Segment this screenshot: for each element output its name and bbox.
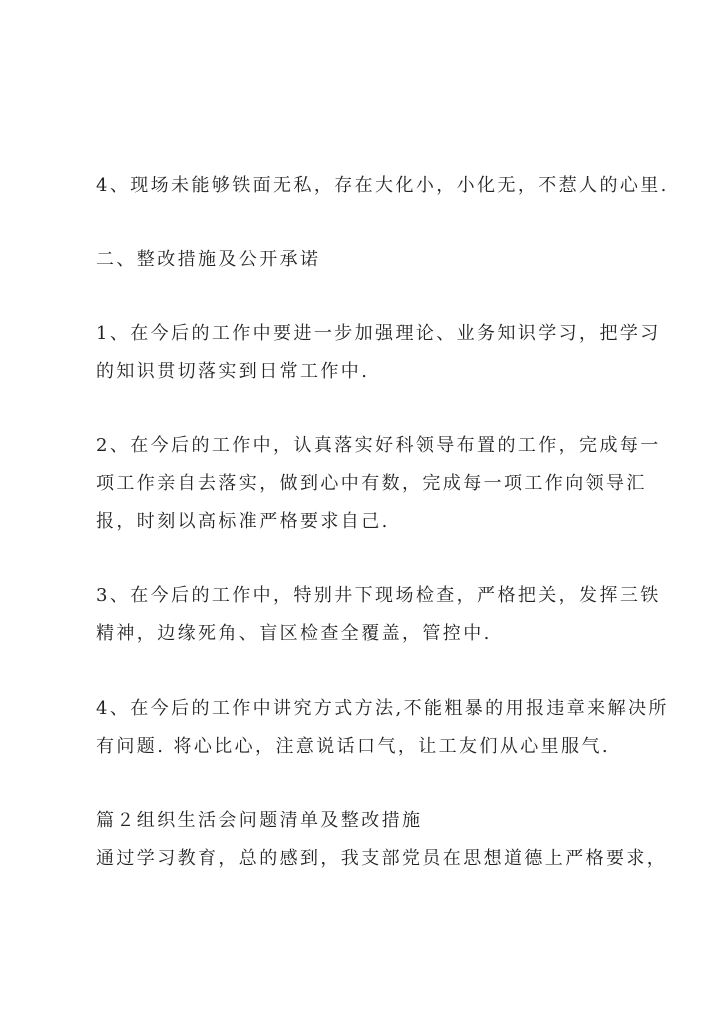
- text-line: 1、在今后的工作中要进一步加强理论、业务知识学习，把学习: [96, 323, 661, 344]
- text-line: 项工作亲自去落实，做到心中有数，完成每一项工作向领导汇: [96, 473, 647, 494]
- text-line: 精神，边缘死角、盲区检查全覆盖，管控中.: [96, 623, 492, 644]
- section-heading: 二、整改措施及公开承诺: [96, 249, 321, 270]
- article-title: 篇２组织生活会问题清单及整改措施: [96, 810, 423, 831]
- text-line: 报，时刻以高标准严格要求自己.: [96, 511, 390, 532]
- text-line: 4、现场未能够铁面无私，存在大化小，小化无，不惹人的心里.: [96, 175, 669, 196]
- text-line: 的知识贯切落实到日常工作中.: [96, 361, 370, 382]
- text-line: 通过学习教育，总的感到，我支部党员在思想道德上严格要求，: [96, 848, 668, 869]
- text-line: 2、在今后的工作中，认真落实好科领导布置的工作，完成每一: [96, 435, 661, 456]
- text-line: 3、在今后的工作中，特别井下现场检查，严格把关，发挥三铁: [96, 585, 661, 606]
- text-line: 4、在今后的工作中讲究方式方法,不能粗暴的用报违章来解决所: [96, 698, 669, 719]
- text-line: 有问题. 将心比心，注意说话口气，让工友们从心里服气.: [96, 736, 610, 757]
